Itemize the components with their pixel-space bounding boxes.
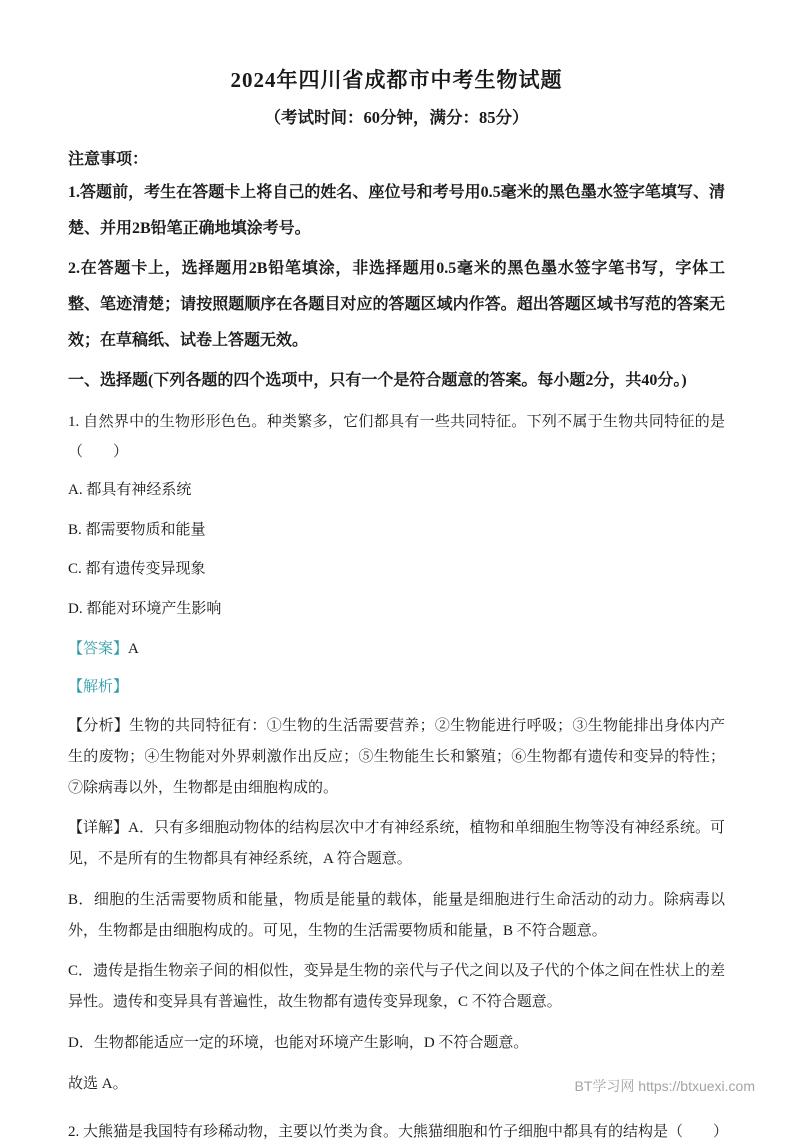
answer-label: 【答案】	[68, 641, 129, 657]
question-1-detail-d: D．生物都能适应一定的环境，也能对环境产生影响，D 不符合题意。	[68, 1034, 529, 1051]
question-1-analysis: 【分析】生物的共同特征有：①生物的生活需要营养；②生物能进行呼吸；③生物能排出身体内产生的废物；④生物能对外界刺激作出反应；⑤生物能生长和繁殖；⑥生物都有遗传和变异的特性；⑦除病毒以外，生物都是由细胞构成的。	[68, 718, 725, 796]
notice-item-1: 1.答题前，考生在答题卡上将自己的姓名、座位号和考号用0.5毫米的黑色墨水签字笔填写、清楚、并用2B铅笔正确地填涂考号。	[68, 184, 725, 237]
question-1-jiexi-line	[68, 675, 725, 699]
exam-time-score-info: （考试时间：60分钟，满分：85分）	[264, 108, 529, 127]
notice-heading: 注意事项：	[68, 151, 149, 168]
question-1-detail-c: C．遗传是指生物亲子间的相似性，变异是生物的亲代与子代之间以及子代的个体之间在性状上的差异性。遗传和变异具有普遍性，故生物都有遗传变异现象，C 不符合题意。	[68, 963, 725, 1010]
answer-value: A	[128, 641, 139, 657]
section-heading-choice-questions: 一、选择题(下列各题的四个选项中，只有一个是符合题意的答案。每小题2分，共40分。)	[68, 372, 687, 389]
question-2-stem: 2. 大熊猫是我国特有珍稀动物，主要以竹类为食。大熊猫细胞和竹子细胞中都具有的结构是（ ）	[68, 1124, 729, 1141]
question-1-detail-a: 【详解】A．只有多细胞动物体的结构层次中才有神经系统，植物和单细胞生物等没有神经系统。可见，不是所有的生物都具有神经系统，A 符合题意。	[68, 820, 725, 867]
jiexi-label: 【解析】	[68, 679, 129, 695]
page-title: 2024年四川省成都市中考生物试题	[230, 68, 563, 92]
notice-item-2: 2.在答题卡上，选择题用2B铅笔填涂，非选择题用0.5毫米的黑色墨水签字笔书写，字体工整、笔迹清楚；请按照题顺序在各题目对应的答题区域内作答。超出答题区域书写范的答案无效；在草稿纸、试卷上答题无效。	[68, 260, 725, 349]
question-1-detail-b: B．细胞的生活需要物质和能量，物质是能量的载体，能量是细胞进行生命活动的动力。除病毒以外，生物都是由细胞构成的。可见，生物的生活需要物质和能量，B 不符合题意。	[68, 891, 725, 939]
question-1-option-d: D. 都能对环境产生影响	[68, 600, 222, 617]
question-1-stem: 1. 自然界中的生物形形色色。种类繁多，它们都具有一些共同特征。下列不属于生物共同特征的是（ ）	[68, 414, 725, 460]
question-1-option-c: C. 都有遗传变异现象	[68, 561, 206, 577]
question-1-option-b: B. 都需要物质和能量	[68, 521, 206, 538]
question-1-option-a: A. 都具有神经系统	[68, 482, 192, 498]
footer-watermark-link[interactable]: BT学习网 https://btxuexi.com	[574, 1078, 755, 1094]
question-1-answer-line	[68, 637, 725, 661]
question-1-conclusion: 故选 A。	[68, 1075, 128, 1092]
